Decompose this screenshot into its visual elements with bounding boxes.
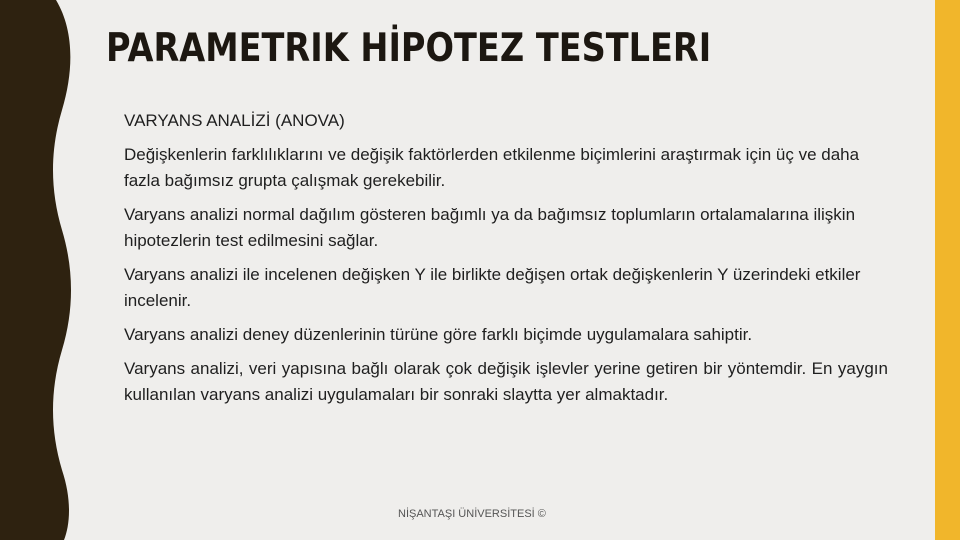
- paragraph-4: Varyans analizi deney düzenlerinin türüne göre farklı biçimde uygulamalara sahiptir.: [124, 325, 753, 344]
- right-accent-stripe: [935, 0, 960, 540]
- left-wavy-band: [0, 0, 80, 540]
- footer-university: NİŞANTAŞI ÜNİVERSİTESİ ©: [398, 508, 546, 520]
- paragraph-3: Varyans analizi ile incelenen değişken Y ile birlikte değişen ortak değişkenlerin Y üzerindeki etkiler incelenir.: [124, 265, 861, 310]
- slide-title: PARAMETRIK HİPOTEZ TESTLERI: [106, 26, 712, 71]
- section-heading: VARYANS ANALİZİ (ANOVA): [124, 111, 345, 130]
- paragraph-1: Değişkenlerin farklılıklarını ve değişik faktörlerden etkilenme biçimlerini araştırmak için üç ve daha fazla bağımsız grupta çalışmak gerekebilir.: [124, 145, 860, 190]
- paragraph-5: Varyans analizi, veri yapısına bağlı olarak çok değişik işlevler yerine getiren bir yöntemdir. En yaygın kullanılan varyans analizi uygulamaları bir sonraki slaytta yer almaktadır.: [124, 359, 888, 404]
- left-band-shape: [0, 0, 71, 540]
- paragraph-2: Varyans analizi normal dağılım gösteren bağımlı ya da bağımsız toplumların ortalamalarına ilişkin hipotezlerin test edilmesini sağlar.: [124, 205, 856, 250]
- slide-body: [124, 108, 888, 416]
